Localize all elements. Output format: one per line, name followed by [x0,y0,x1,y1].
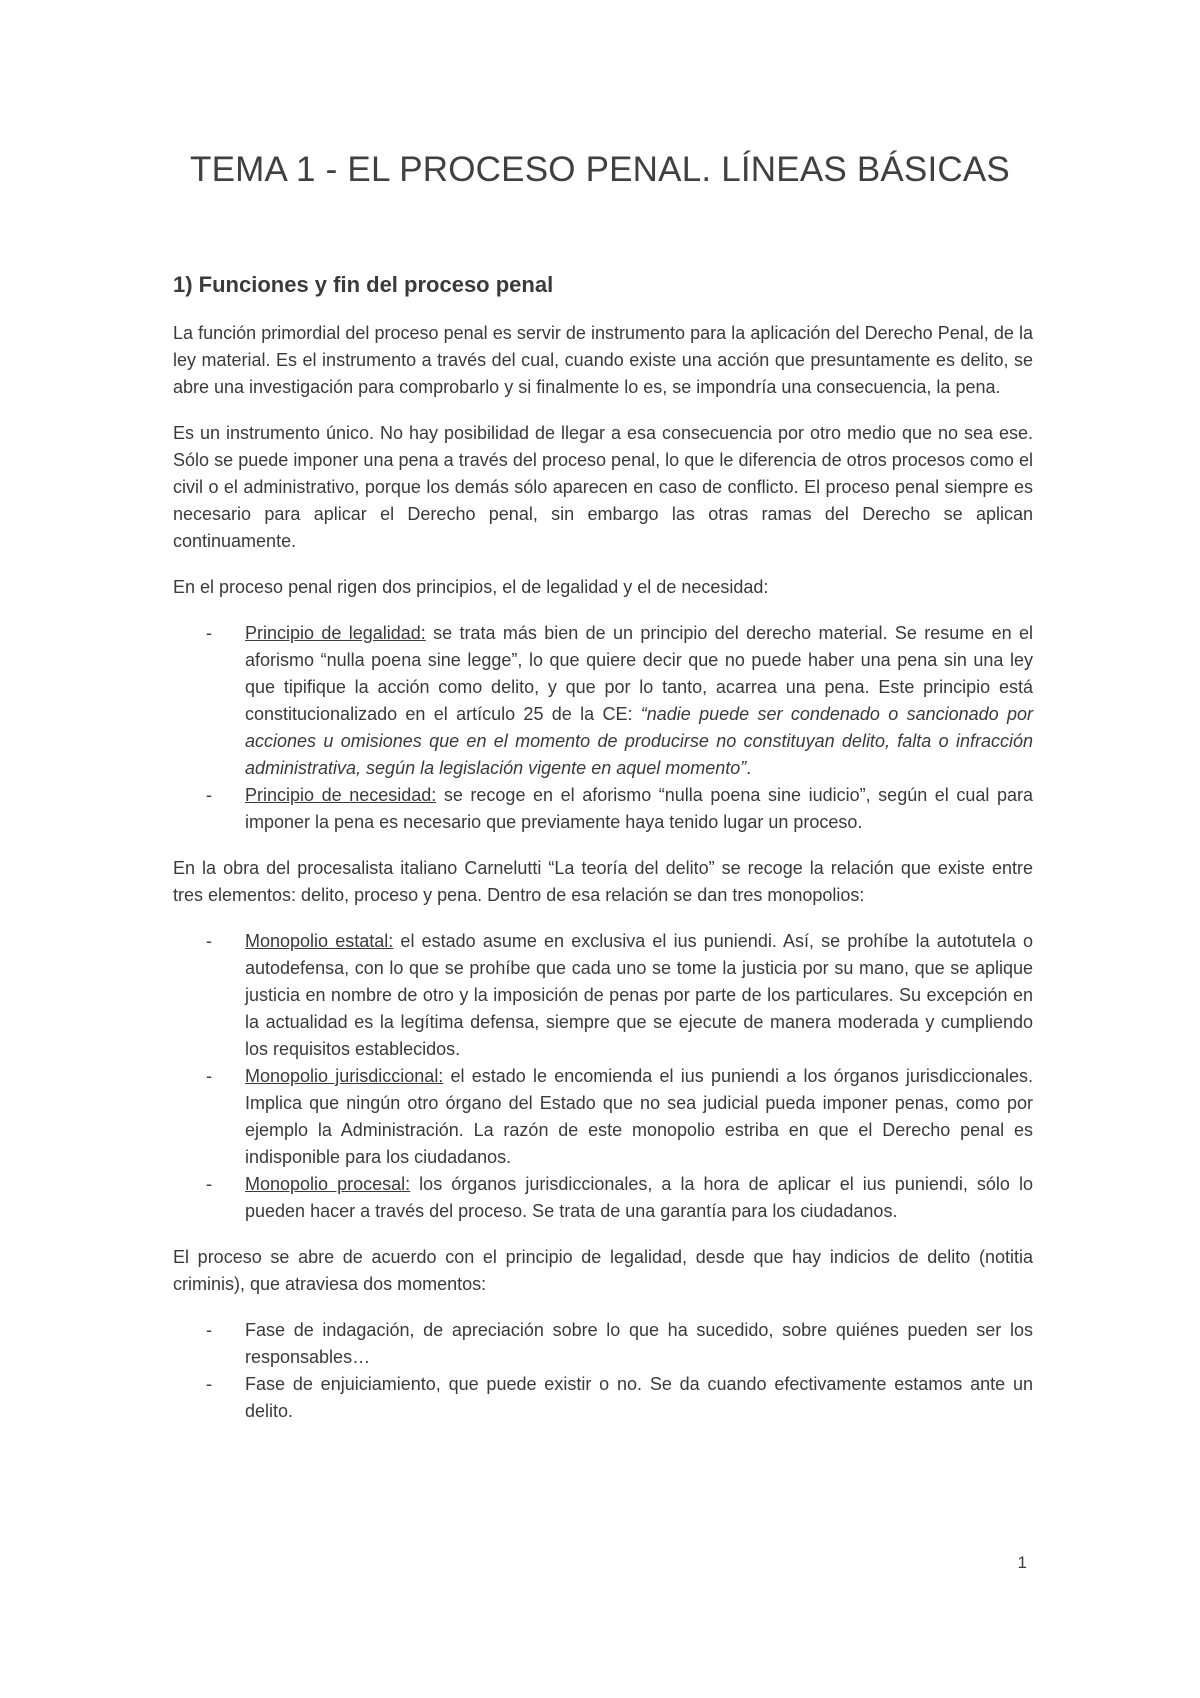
document-title: TEMA 1 - EL PROCESO PENAL. LÍNEAS BÁSICAS [190,150,1010,189]
paragraph-4: En la obra del procesalista italiano Carnelutti “La teoría del delito” se recoge la relación que existe entre tres elementos: delito, proceso y pena. Dentro de esa relación se dan tres monopolios: [173,858,1033,905]
list-item-monopolio-jurisdiccional [173,1063,1033,1171]
paragraph-3: En el proceso penal rigen dos principios, el de legalidad y el de necesidad: [173,577,769,597]
list-item-fase-enjuiciamiento [173,1371,1033,1425]
monopolio-estatal-text: el estado asume en exclusiva el ius puniendi. Así, se prohíbe la autotutela o autodefensa, con lo que se prohíbe que cada uno se tome la justicia por su mano, que se aplique justicia en nombre de otro y la imposición de penas por parte de los particulares. Su excepción en la actualidad es la legítima defensa, siempre que se ejecute de manera moderada y cumpliendo los requisitos establecidos. [245,931,1034,1059]
paragraph-1: La función primordial del proceso penal es servir de instrumento para la aplicación del Derecho Penal, de la ley material. Es el instrumento a través del cual, cuando existe una acción que presuntamente es delito, se abre una investigación para comprobarlo y si finalmente lo es, se impondría una consecuencia, la pena. [173,323,1033,397]
term-monopolio-jurisdiccional: Monopolio jurisdiccional: [245,1066,444,1086]
list-item-principio-necesidad [173,782,1033,836]
paragraph-5: El proceso se abre de acuerdo con el principio de legalidad, desde que hay indicios de delito (notitia criminis), que atraviesa dos momentos: [173,1247,1033,1294]
bullet-dash: - [206,1066,212,1086]
bullet-dash: - [206,1174,212,1194]
list-item-principio-legalidad [173,620,1033,782]
term-monopolio-procesal: Monopolio procesal: [245,1174,411,1194]
fases-list [173,1317,1033,1425]
document-body [173,272,1033,1444]
bullet-dash: - [206,1374,212,1394]
list-item-fase-indagacion [173,1317,1033,1371]
term-principio-legalidad: Principio de legalidad: [245,623,426,643]
term-monopolio-estatal: Monopolio estatal: [245,931,394,951]
bullet-dash: - [206,623,212,643]
constitution-quote: “nadie puede ser condenado o sancionado por acciones u omisiones que en el momento de producirse no constituyan delito, falta o infracción administrativa, según la legislación vigente en aquel momento” [245,704,1033,778]
monopolios-list [173,928,1033,1225]
bullet-dash: - [206,931,212,951]
list-item-monopolio-estatal [173,928,1033,1063]
principios-list [173,620,1033,836]
paragraph-2: Es un instrumento único. No hay posibilidad de llegar a esa consecuencia por otro medio que no sea ese. Sólo se puede imponer una pena a través del proceso penal, lo que le diferencia de otros procesos como el civil o el administrativo, porque los demás sólo aparecen en caso de conflicto. El proceso penal siempre es necesario para aplicar el Derecho penal, sin embargo las otras ramas del Derecho se aplican continuamente. [173,423,1033,551]
fase-enjuiciamiento-text: Fase de enjuiciamiento, que puede existir o no. Se da cuando efectivamente estamos ante un delito. [245,1374,1033,1421]
monopolio-procesal-text: los órganos jurisdiccionales, a la hora de aplicar el ius puniendi, sólo lo pueden hacer a través del proceso. Se trata de una garantía para los ciudadanos. [245,1174,1033,1221]
fase-indagacion-text: Fase de indagación, de apreciación sobre lo que ha sucedido, sobre quiénes pueden ser los responsables… [245,1320,1033,1367]
bullet-dash: - [206,1320,212,1340]
list-item-monopolio-procesal [173,1171,1033,1225]
monopolio-jurisdiccional-text: el estado le encomienda el ius puniendi a los órganos jurisdiccionales. Implica que ningún otro órgano del Estado que no sea judicial pueda imponer penas, como por ejemplo la Administración. La razón de este monopolio estriba en que el Derecho penal es indisponible para los ciudadanos. [245,1066,1033,1167]
principio-legalidad-text: se trata más bien de un principio del derecho material. Se resume en el aforismo “nulla poena sine legge”, lo que quiere decir que no puede haber una pena sin una ley que tipifique la acción como delito, y que por lo tanto, acarrea una pena. Este principio está constitucionalizado en el artículo 25 de la CE: [245,623,1033,724]
term-principio-necesidad: Principio de necesidad: [245,785,437,805]
section-heading: 1) Funciones y fin del proceso penal [173,272,554,297]
page-number: 1 [1017,1553,1027,1572]
bullet-dash: - [206,785,212,805]
quote-end: . [746,758,752,778]
principio-necesidad-text: se recoge en el aforismo “nulla poena sine iudicio”, según el cual para imponer la pena es necesario que previamente haya tenido lugar un proceso. [245,785,1033,832]
